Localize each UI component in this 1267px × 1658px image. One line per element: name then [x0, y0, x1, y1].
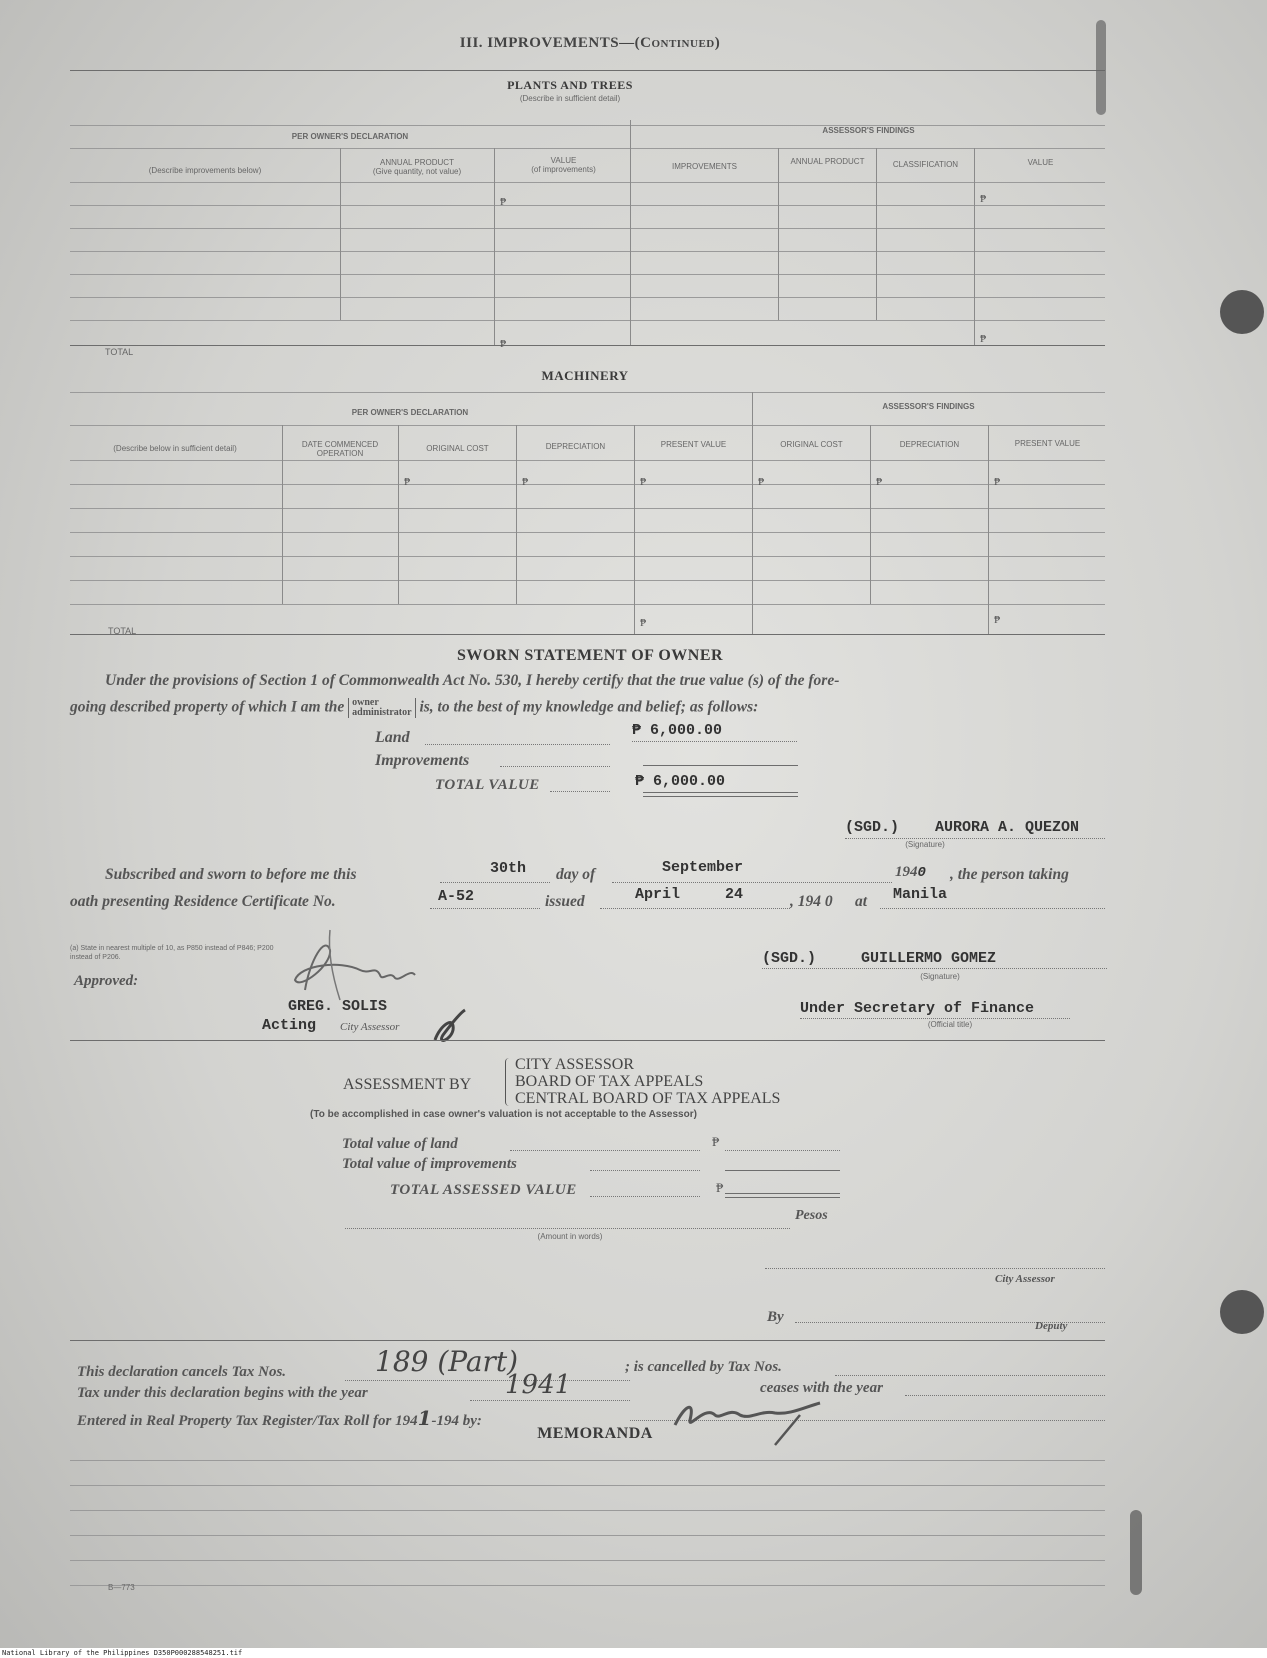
machinery-peso-5: ₱ [876, 476, 883, 488]
certificate-number: A-52 [438, 888, 475, 905]
plants-total-peso-2: ₱ [980, 333, 987, 345]
assessment-option-city-assessor: CITY ASSESSOR [515, 1056, 634, 1073]
footnote: (a) State in nearest multiple of 10, as P850 instead of P846; P200 instead of P206. [70, 945, 274, 961]
at-label: at [855, 893, 868, 910]
machinery-peso-4: ₱ [758, 476, 765, 488]
machinery-peso-2: ₱ [522, 476, 529, 488]
machinery-total-label: TOTAL [108, 626, 137, 636]
machinery-total-peso-1: ₱ [640, 617, 647, 629]
deputy-label: Deputy [1035, 1320, 1068, 1332]
plants-col-annual-product-note: (Give quantity, not value) [372, 167, 462, 176]
entered-digit: 1 [417, 1406, 432, 1430]
land-value: ₱ 6,000.00 [632, 722, 723, 739]
plants-col-annual-product: ANNUAL PRODUCT [380, 158, 454, 167]
machinery-col-present2: PRESENT VALUE [1014, 439, 1081, 448]
day-value: 30th [490, 860, 527, 877]
assessed-improvements-label: Total value of improvements [342, 1156, 517, 1172]
entered-text: Entered in Real Property Tax Register/Tax Roll for 194 [77, 1413, 418, 1429]
assessment-option-central-board: CENTRAL BOARD OF TAX APPEALS [515, 1090, 781, 1107]
owner-signature-caption: (Signature) [905, 840, 945, 849]
sworn-admin-option: administrator [352, 707, 412, 718]
official-signature-caption: (Signature) [920, 972, 960, 981]
assessed-land-label: Total value of land [342, 1136, 458, 1152]
official-signature: (SGD.) GUILLERMO GOMEZ [762, 950, 997, 967]
scan-footer: National Library of the Philippines D350P000288548251.tif [0, 1648, 1267, 1658]
memoranda-title: MEMORANDA [537, 1425, 653, 1442]
machinery-owner-header: PER OWNER'S DECLARATION [351, 408, 469, 417]
assessor-name: GREG. SOLIS [288, 998, 388, 1015]
plants-total-peso-1: ₱ [500, 338, 507, 350]
machinery-col-dep2: DEPRECIATION [899, 440, 960, 449]
sworn-title: SWORN STATEMENT OF OWNER [456, 647, 724, 664]
machinery-peso-6: ₱ [994, 476, 1001, 488]
assessed-total-peso: ₱ [716, 1180, 724, 1195]
assessed-land-peso: ₱ [712, 1134, 720, 1149]
assessment-note: (To be accomplished in case owner's valuation is not acceptable to the Assessor) [310, 1109, 697, 1120]
plants-col-annual-product2: ANNUAL PRODUCT [790, 157, 865, 166]
assessor-initials [425, 1005, 475, 1050]
plants-peso-1: ₱ [500, 196, 507, 208]
plants-col-value2: VALUE [1027, 158, 1054, 167]
plants-peso-2: ₱ [980, 193, 987, 205]
year-prefix [895, 864, 926, 881]
machinery-col-orig: ORIGINAL COST [426, 444, 489, 453]
plants-col-value: VALUE [550, 156, 577, 165]
machinery-assessor-header: ASSESSOR'S FINDINGS [882, 402, 975, 411]
cancels-value: 189 (Part) [375, 1345, 519, 1378]
by-label: By [767, 1309, 784, 1325]
machinery-peso-1: ₱ [404, 476, 411, 488]
plants-assessor-header: ASSESSOR'S FINDINGS [822, 126, 915, 135]
machinery-total-peso-2: ₱ [994, 614, 1001, 626]
oath-text: oath presenting Residence Certificate No. [70, 893, 336, 910]
person-taking-text: , the person taking [950, 866, 1069, 883]
improvements-label: Improvements [375, 752, 470, 769]
plants-col-describe: (Describe improvements below) [148, 166, 262, 175]
plants-col-value-note: (of improvements) [531, 165, 596, 174]
plants-title: PLANTS AND TREES [507, 78, 633, 92]
punch-hole-bottom [1220, 1290, 1264, 1334]
machinery-col-describe: (Describe below in sufficient detail) [113, 444, 237, 453]
tax-begins-label: Tax under this declaration begins with the year [77, 1385, 368, 1401]
begins-year: 1941 [505, 1370, 572, 1400]
machinery-col-present: PRESENT VALUE [660, 440, 727, 449]
issued-year: , 194 0 [790, 893, 833, 910]
year-digit: 0 [917, 865, 926, 881]
cancels-label: This declaration cancels Tax Nos. [77, 1364, 287, 1380]
pesos-label: Pesos [795, 1208, 828, 1223]
day-of-label: day of [556, 866, 596, 883]
official-title: Under Secretary of Finance [800, 1000, 1035, 1017]
owner-signature: (SGD.) AURORA A. QUEZON [845, 819, 1080, 836]
sworn-para-2 [70, 698, 758, 718]
machinery-peso-3: ₱ [640, 476, 647, 488]
machinery-col-date: DATE COMMENCED OPERATION [301, 440, 379, 458]
land-label: Land [375, 729, 410, 746]
plants-total-label: TOTAL [105, 347, 134, 357]
entered-label [77, 1406, 482, 1430]
total-value-label: TOTAL VALUE [435, 777, 540, 793]
plants-col-classification: CLASSIFICATION [892, 160, 959, 169]
machinery-title: MACHINERY [541, 368, 629, 383]
month-value: September [662, 859, 744, 876]
section-title: III. IMPROVEMENTS—(Continued) [459, 35, 721, 51]
plants-subtitle: (Describe in sufficient detail) [519, 94, 621, 103]
city-assessor-label: City Assessor [340, 1021, 400, 1033]
year-prefix-text: 194 [895, 864, 918, 880]
machinery-col-dep: DEPRECIATION [545, 442, 606, 451]
sworn-para-2b: is, to the best of my knowledge and belief; as follows: [419, 698, 759, 716]
place-value: Manila [893, 886, 948, 903]
edge-smudge-bottom [1130, 1510, 1142, 1595]
ceases-label: ceases with the year [760, 1380, 883, 1396]
punch-hole-top [1220, 290, 1264, 334]
assessment-by-label: ASSESSMENT BY [343, 1076, 472, 1093]
sworn-para-1: Under the provisions of Section 1 of Commonwealth Act No. 530, I hereby certify that the true value (s) of the fore- [105, 672, 840, 689]
acting-label: Acting [262, 1017, 317, 1034]
assessment-option-board: BOARD OF TAX APPEALS [515, 1073, 704, 1090]
official-title-caption: (Official title) [927, 1020, 973, 1029]
sworn-owner-option: owner [352, 697, 379, 708]
issued-date: April 24 [635, 886, 744, 903]
sworn-para-2a: going described property of which I am the [70, 698, 345, 716]
form-code: B—773 [108, 1583, 135, 1592]
total-assessed-label: TOTAL ASSESSED VALUE [390, 1182, 577, 1198]
approved-label: Approved: [74, 973, 139, 989]
cancelled-by-label: ; is cancelled by Tax Nos. [625, 1359, 782, 1375]
entered-by-label: by: [462, 1413, 482, 1429]
issued-label: issued [545, 893, 585, 910]
plants-owner-header: PER OWNER'S DECLARATION [291, 132, 409, 141]
total-value: ₱ 6,000.00 [635, 773, 726, 790]
entered-dash: -194 [431, 1413, 459, 1429]
subscribed-text: Subscribed and sworn to before me this [105, 866, 357, 883]
amount-in-words-caption: (Amount in words) [537, 1232, 603, 1241]
machinery-col-orig2: ORIGINAL COST [780, 440, 843, 449]
edge-smudge-top [1096, 20, 1106, 115]
assessment-brace [505, 1058, 512, 1106]
assessor-handwritten-signature [270, 920, 440, 1010]
plants-col-improvements: IMPROVEMENTS [672, 162, 737, 171]
city-assessor-signature-label: City Assessor [995, 1273, 1055, 1285]
